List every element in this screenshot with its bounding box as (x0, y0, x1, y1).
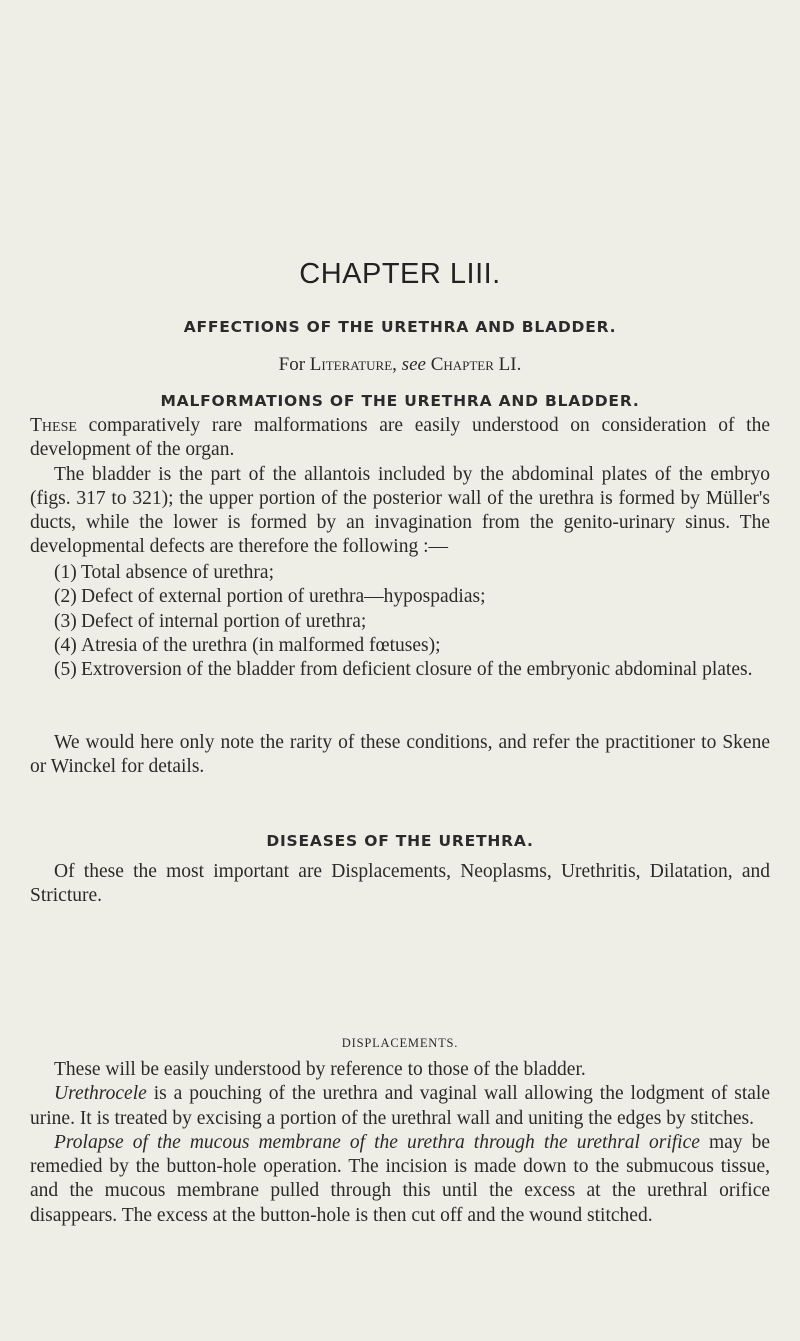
closing-paragraph: We would here only note the rarity of these conditions, and refer the practitioner to Skene or Winckel for details. (30, 732, 770, 778)
closing-text (30, 731, 770, 780)
literature-word: Literature (309, 354, 393, 375)
prolapse-text: may be remedied by the button-hole operation. The incision is made down to the submucous tissue, and the mucous membrane pulled through this until the excess at the urethral orifice disappears. The excess at the button-hole is then cut off and the wound stitched. (30, 1131, 771, 1226)
diseases-text (30, 860, 770, 909)
malformations-intro (30, 414, 770, 463)
chapter-title: CHAPTER LIII. (299, 258, 501, 290)
displacements-intro: These will be easily understood by reference to those of the bladder. (54, 1059, 586, 1080)
displacements-heading: DISPLACEMENTS. (341, 1036, 459, 1050)
list-item-text: Defect of external portion of urethra—hypospadias; (81, 586, 486, 608)
list-item-text: Total absence of urethra; (81, 562, 275, 583)
list-item (30, 658, 770, 682)
list-item-number: (3) (54, 610, 77, 632)
list-item-text: Extroversion of the bladder from deficient closure of the embryonic abdominal plates. (81, 659, 753, 681)
literature-see: see (401, 354, 426, 375)
literature-prefix: For (278, 354, 306, 375)
displacements-text (30, 1058, 770, 1228)
intro-first-word: These (30, 415, 77, 436)
list-item (30, 585, 770, 609)
list-item-number: (2) (54, 586, 77, 608)
intro-rest: comparatively rare malformations are easily understood on consideration of the development of the organ. (30, 415, 770, 461)
defects-list (30, 561, 770, 682)
list-item-number: (5) (54, 659, 77, 681)
urethrocele-text: is a pouching of the urethra and vaginal wall allowing the lodgment of stale urine. It is treated by excising a portion of the urethral wall and uniting the edges by stitches. (30, 1083, 770, 1129)
list-item-number: (1) (54, 562, 77, 583)
literature-chapter-ref: Chapter LI. (430, 354, 522, 375)
list-item-text: Atresia of the urethra (in malformed fœtuses); (81, 634, 441, 656)
section-title: AFFECTIONS OF THE URETHRA AND BLADDER. (183, 318, 617, 336)
prolapse-term: Prolapse of the mucous membrane of the urethra through the urethral orifice (54, 1131, 700, 1153)
list-item (30, 610, 770, 634)
list-item-text: Defect of internal portion of urethra; (81, 610, 367, 632)
list-item-number: (4) (54, 634, 77, 656)
urethrocele-paragraph (30, 1082, 770, 1131)
malformations-text (30, 414, 770, 560)
diseases-heading: DISEASES OF THE URETHRA. (266, 832, 534, 850)
malformations-heading: MALFORMATIONS OF THE URETHRA AND BLADDER. (160, 392, 640, 410)
list-item (30, 634, 770, 658)
list-item (30, 561, 770, 585)
prolapse-paragraph (30, 1131, 770, 1228)
diseases-intro: Of these the most important are Displacements, Neoplasms, Urethritis, Dilatation, and Stricture. (30, 861, 770, 907)
development-paragraph: The bladder is the part of the allantois included by the abdominal plates of the embryo (figs. 317 to 321); the upper portion of the posterior wall of the urethra is formed by Müller's ducts, while the lower is formed by an invagination from the genito-urinary sinus. The developmental defects are therefore the following :— (30, 463, 770, 558)
urethrocele-term: Urethrocele (54, 1083, 147, 1105)
literature-note: For Literature, see Chapter LI. (278, 354, 522, 375)
